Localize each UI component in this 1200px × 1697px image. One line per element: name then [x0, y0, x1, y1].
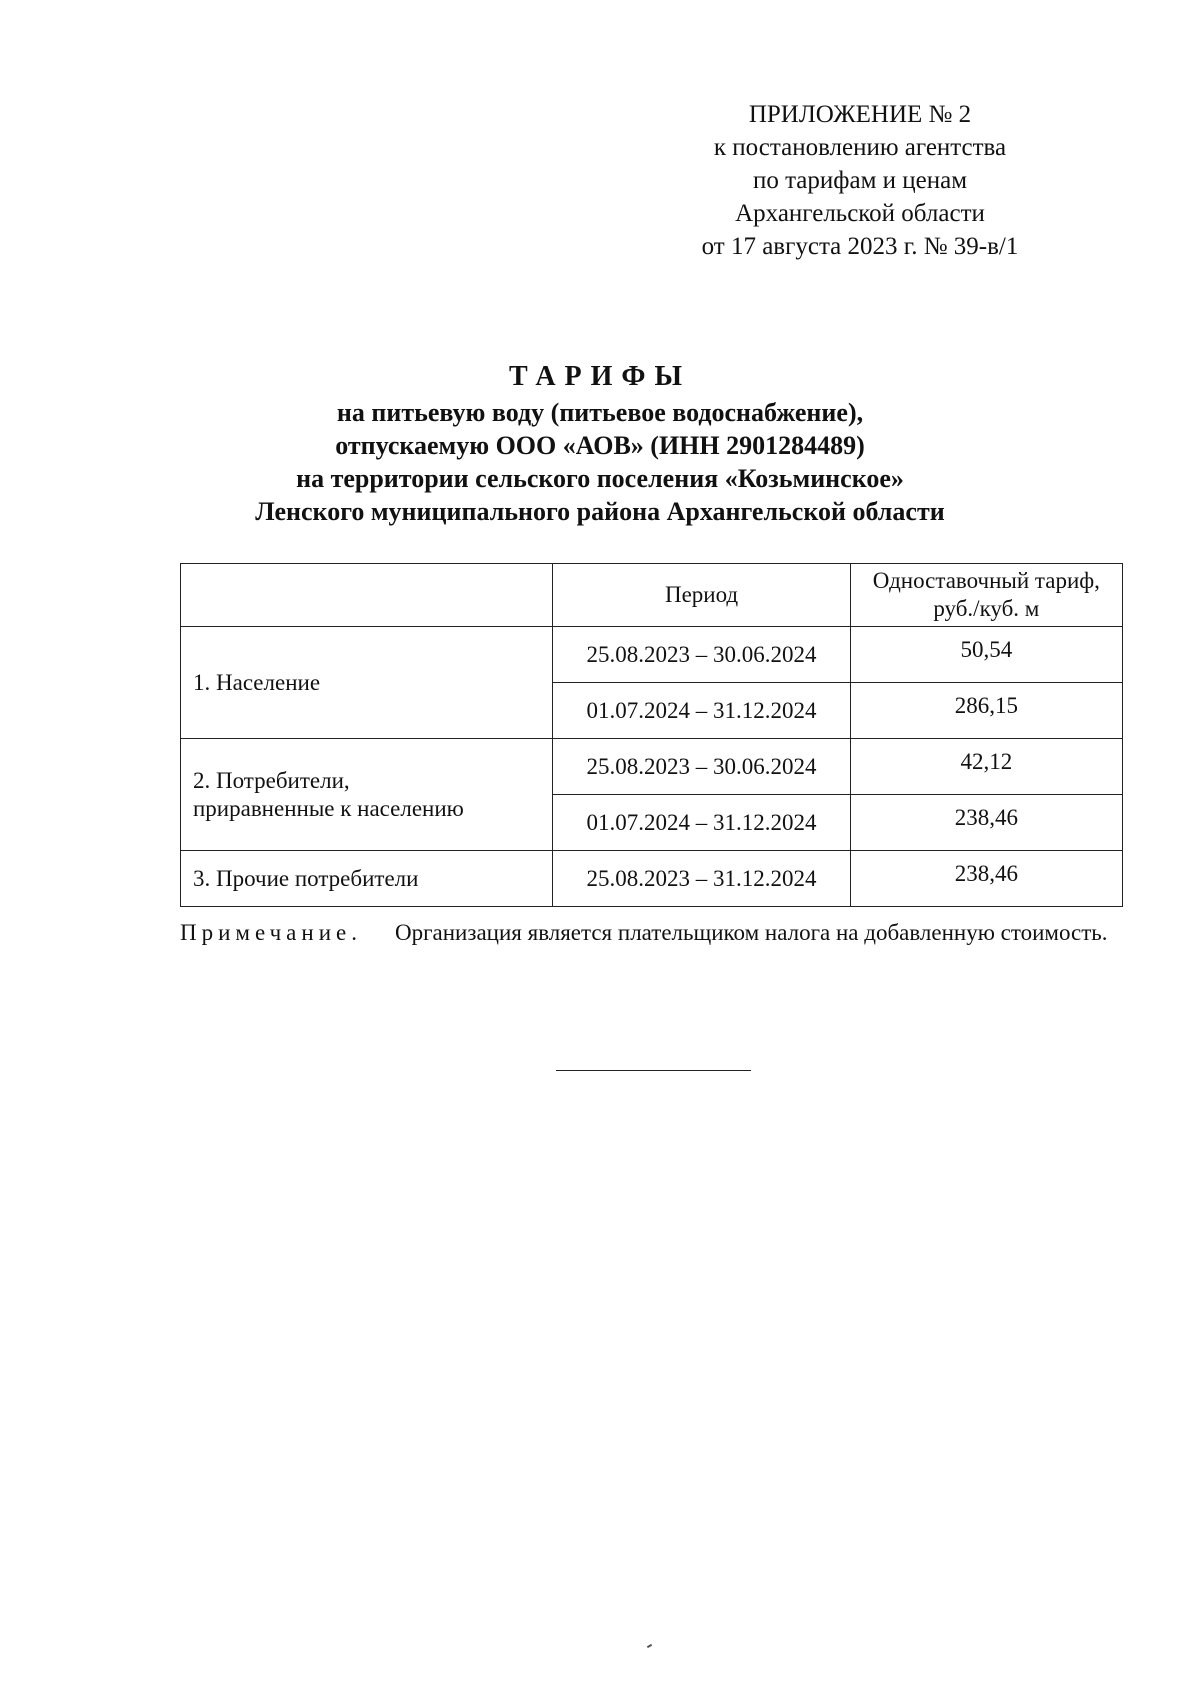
consumer-label: 1. Население	[193, 669, 321, 695]
consumer-label: 3. Прочие потребители	[193, 865, 419, 891]
appendix-line-resolution: к постановлению агентства	[713, 134, 1007, 161]
header-tariff	[850, 564, 1122, 627]
table-row	[181, 851, 1123, 907]
tariff-cell: 42,12	[850, 739, 1122, 795]
title-line-subject: на питьевую воду (питьевое водоснабжение),	[336, 398, 864, 427]
consumer-other	[181, 851, 553, 907]
header-period: Период	[553, 564, 850, 627]
table-row	[181, 627, 1123, 683]
end-separator-line	[556, 1070, 751, 1071]
consumer-equivalent	[181, 739, 553, 851]
tariff-table	[180, 563, 1123, 907]
header-consumer	[181, 564, 553, 627]
title-line-supplier: отпускаемую ООО «АОВ» (ИНН 2901284489)	[335, 431, 865, 460]
appendix-header	[620, 98, 1100, 263]
tariff-cell: 50,54	[850, 627, 1122, 683]
header-tariff-line1: Одноставочный тариф,	[872, 568, 1100, 593]
appendix-line-region: Архангельской области	[735, 200, 985, 227]
note	[180, 918, 1125, 947]
title-line-territory: на территории сельского поселения «Козьминское»	[296, 464, 904, 493]
title-main: ТАРИФЫ	[509, 361, 691, 392]
document-title	[150, 360, 1050, 528]
period-cell: 25.08.2023 – 30.06.2024	[553, 739, 850, 795]
period-cell: 25.08.2023 – 31.12.2024	[553, 851, 850, 907]
appendix-date: от 17 августа 2023 г. № 39-в/1	[701, 233, 1019, 260]
note-text: Организация является плательщиком налога на добавленную стоимость.	[395, 920, 1108, 945]
consumer-population	[181, 627, 553, 739]
title-line-district: Ленского муниципального района Архангельской области	[255, 497, 945, 526]
table-header-row	[181, 564, 1123, 627]
tariff-cell: 238,46	[850, 851, 1122, 907]
scan-speck	[647, 1644, 652, 1648]
tariff-cell: 286,15	[850, 683, 1122, 739]
tariff-cell: 238,46	[850, 795, 1122, 851]
appendix-line-agency: по тарифам и ценам	[752, 167, 968, 194]
header-tariff-line2: руб./куб. м	[933, 596, 1040, 621]
consumer-label: 2. Потребители,	[193, 767, 350, 793]
table-row	[181, 739, 1123, 795]
note-label: Примечание.	[180, 920, 362, 945]
period-cell: 01.07.2024 – 31.12.2024	[553, 795, 850, 851]
period-cell: 01.07.2024 – 31.12.2024	[553, 683, 850, 739]
appendix-number: ПРИЛОЖЕНИЕ № 2	[748, 101, 972, 128]
consumer-label-cont: приравненные к населению	[193, 795, 464, 821]
period-cell: 25.08.2023 – 30.06.2024	[553, 627, 850, 683]
